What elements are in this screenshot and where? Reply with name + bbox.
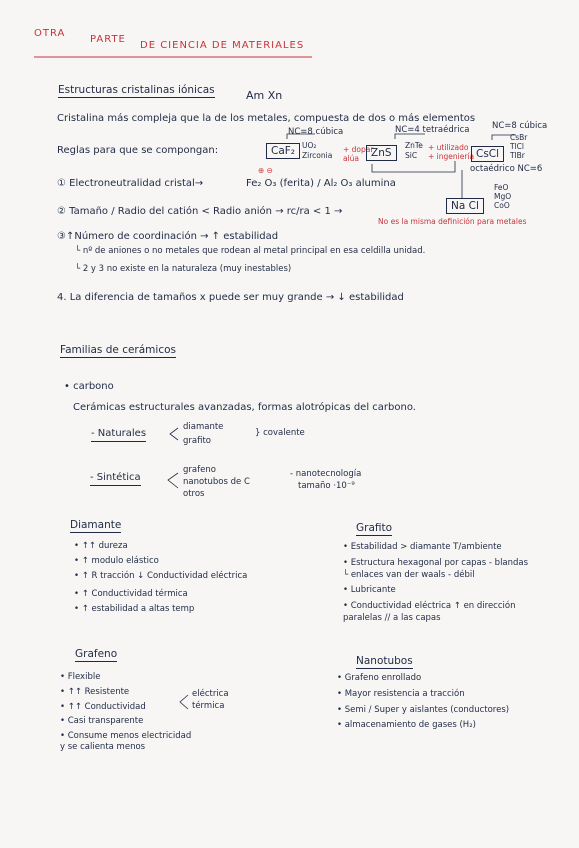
- rule1-oxidation: ⊕ ⊖: [258, 166, 273, 175]
- diamante-heading: Diamante: [70, 519, 121, 533]
- rule3-sub1: └ nº de aniones o no metales que rodean al metal principal en esa celdilla unidad.: [75, 246, 426, 256]
- header-title-b: PARTE: [90, 34, 126, 45]
- nanotubos-heading: Nanotubos: [356, 655, 413, 669]
- list-item: • Mayor resistencia a tracción: [337, 688, 465, 699]
- cscl-tlcl: TlCl: [510, 142, 524, 151]
- diamante-list: [74, 542, 247, 615]
- nano-1: - nanotecnología: [290, 469, 362, 479]
- rule1-b: Fe₂ O₃ (ferita) / Al₂ O₃ alumina: [246, 178, 396, 189]
- nanotubos-list: [337, 674, 509, 731]
- synthetic-grafeno: grafeno: [183, 465, 216, 475]
- rule3-sub2: └ 2 y 3 no existe en la naturaleza (muy inestables): [75, 264, 292, 274]
- nacl-nc: octaédrico NC=6: [470, 164, 543, 174]
- list-item: • ↑ R tracción ↓ Conductividad eléctrica: [74, 570, 248, 581]
- list-item: • Grafeno enrollado: [337, 673, 422, 683]
- natural-bond: } covalente: [255, 428, 305, 438]
- list-item: • Casi transparente: [60, 716, 144, 727]
- list-item: • Estructura hexagonal por capas - blandas: [343, 557, 529, 568]
- list-item: • ↑↑ Resistente: [60, 686, 130, 697]
- zns-nc: NC=4 tetraédrica: [395, 125, 470, 135]
- ionic-heading: Estructuras cristalinas iónicas: [58, 84, 215, 98]
- list-item: • Semi / Super y aislantes (conductores): [337, 704, 510, 715]
- list-item: paralelas // a las capas: [343, 612, 441, 623]
- caf2-red: + dopar: [343, 145, 374, 154]
- families-heading: Familias de cerámicos: [60, 344, 176, 358]
- rule2: ② Tamaño / Radio del catión < Radio anión → rc/ra < 1 →: [57, 206, 343, 217]
- zns-red2: + ingeniería: [428, 152, 475, 161]
- grafito-list: [343, 543, 528, 624]
- list-item: • ↑ Conductividad térmica: [74, 589, 188, 600]
- synthetic-label: - Sintética: [90, 472, 141, 486]
- nacl-feo: FeO: [494, 183, 509, 192]
- header-title-a: OTRA: [34, 28, 66, 39]
- cscl-csbr: CsBr: [510, 133, 528, 142]
- list-item: • almacenamiento de gases (H₂): [337, 720, 476, 731]
- rule3: ③↑Número de coordinación → ↑ estabilidad: [57, 231, 279, 242]
- list-item: y se calienta menos: [60, 741, 146, 752]
- caf2-zirconia: Zirconia: [302, 151, 333, 160]
- caf2-nc: NC=8 cúbica: [288, 127, 344, 137]
- list-item: • ↑↑ Conductividad: [60, 701, 146, 712]
- caf2-uo2: UO₂: [302, 141, 317, 150]
- grafeno-cond-termica: térmica: [192, 701, 225, 711]
- nacl-mgo: MgO: [494, 192, 512, 201]
- synthetic-nanotubos: nanotubos de C: [183, 477, 250, 487]
- cscl-nc: NC=8 cúbica: [492, 121, 548, 131]
- list-item: • Flexible: [60, 672, 101, 682]
- rule2-note: No es la misma definición para metales: [378, 217, 527, 226]
- nacl-box: Na Cl: [446, 198, 484, 214]
- families-bullet: • carbono: [64, 381, 114, 392]
- list-item: └ enlaces van der waals - débil: [343, 569, 475, 580]
- natural-grafito: grafito: [183, 436, 211, 446]
- grafeno-heading: Grafeno: [75, 648, 117, 662]
- list-item: • Conductividad eléctrica ↑ en dirección: [343, 601, 516, 612]
- grafeno-cond-electrica: eléctrica: [192, 689, 229, 699]
- grafito-heading: Grafito: [356, 522, 392, 536]
- zns-sic: SiC: [405, 151, 418, 160]
- rule4: 4. La diferencia de tamaños x puede ser muy grande → ↓ estabilidad: [57, 292, 404, 303]
- caf2-red2: alúa: [343, 154, 360, 163]
- natural-label: - Naturales: [91, 428, 146, 442]
- list-item: • ↑↑ dureza: [74, 541, 128, 551]
- cscl-tlbr: TlBr: [510, 151, 525, 160]
- rule1: ① Electroneutralidad cristal→: [57, 178, 204, 189]
- zns-znte: ZnTe: [405, 141, 423, 150]
- cscl-box: CsCl: [471, 146, 504, 162]
- list-item: • Lubricante: [343, 585, 396, 596]
- zns-box: ZnS: [366, 145, 397, 161]
- families-line: Cerámicas estructurales avanzadas, formas alotrópicas del carbono.: [73, 402, 416, 413]
- zns-red: + utilizado: [428, 143, 469, 152]
- natural-diamante: diamante: [183, 422, 224, 432]
- list-item: • ↑ estabilidad a altas temp: [74, 604, 195, 615]
- list-item: • ↑ modulo elástico: [74, 555, 159, 566]
- grafeno-list: [60, 673, 191, 753]
- nacl-coo: CoO: [494, 201, 510, 210]
- header-title-c: DE CIENCIA DE MATERIALES: [140, 40, 305, 51]
- rules-label: Reglas para que se compongan:: [57, 145, 219, 156]
- ionic-line1: Cristalina más compleja que la de los metales, compuesta de dos o más elementos: [57, 113, 476, 124]
- nano-2: tamaño ·10⁻⁹: [298, 481, 355, 491]
- list-item: • Consume menos electricidad: [60, 731, 192, 742]
- synthetic-otros: otros: [183, 489, 205, 499]
- ionic-formula: Am Xn: [246, 89, 283, 102]
- list-item: • Estabilidad > diamante T/ambiente: [343, 542, 502, 552]
- caf2-box: CaF₂: [266, 143, 300, 159]
